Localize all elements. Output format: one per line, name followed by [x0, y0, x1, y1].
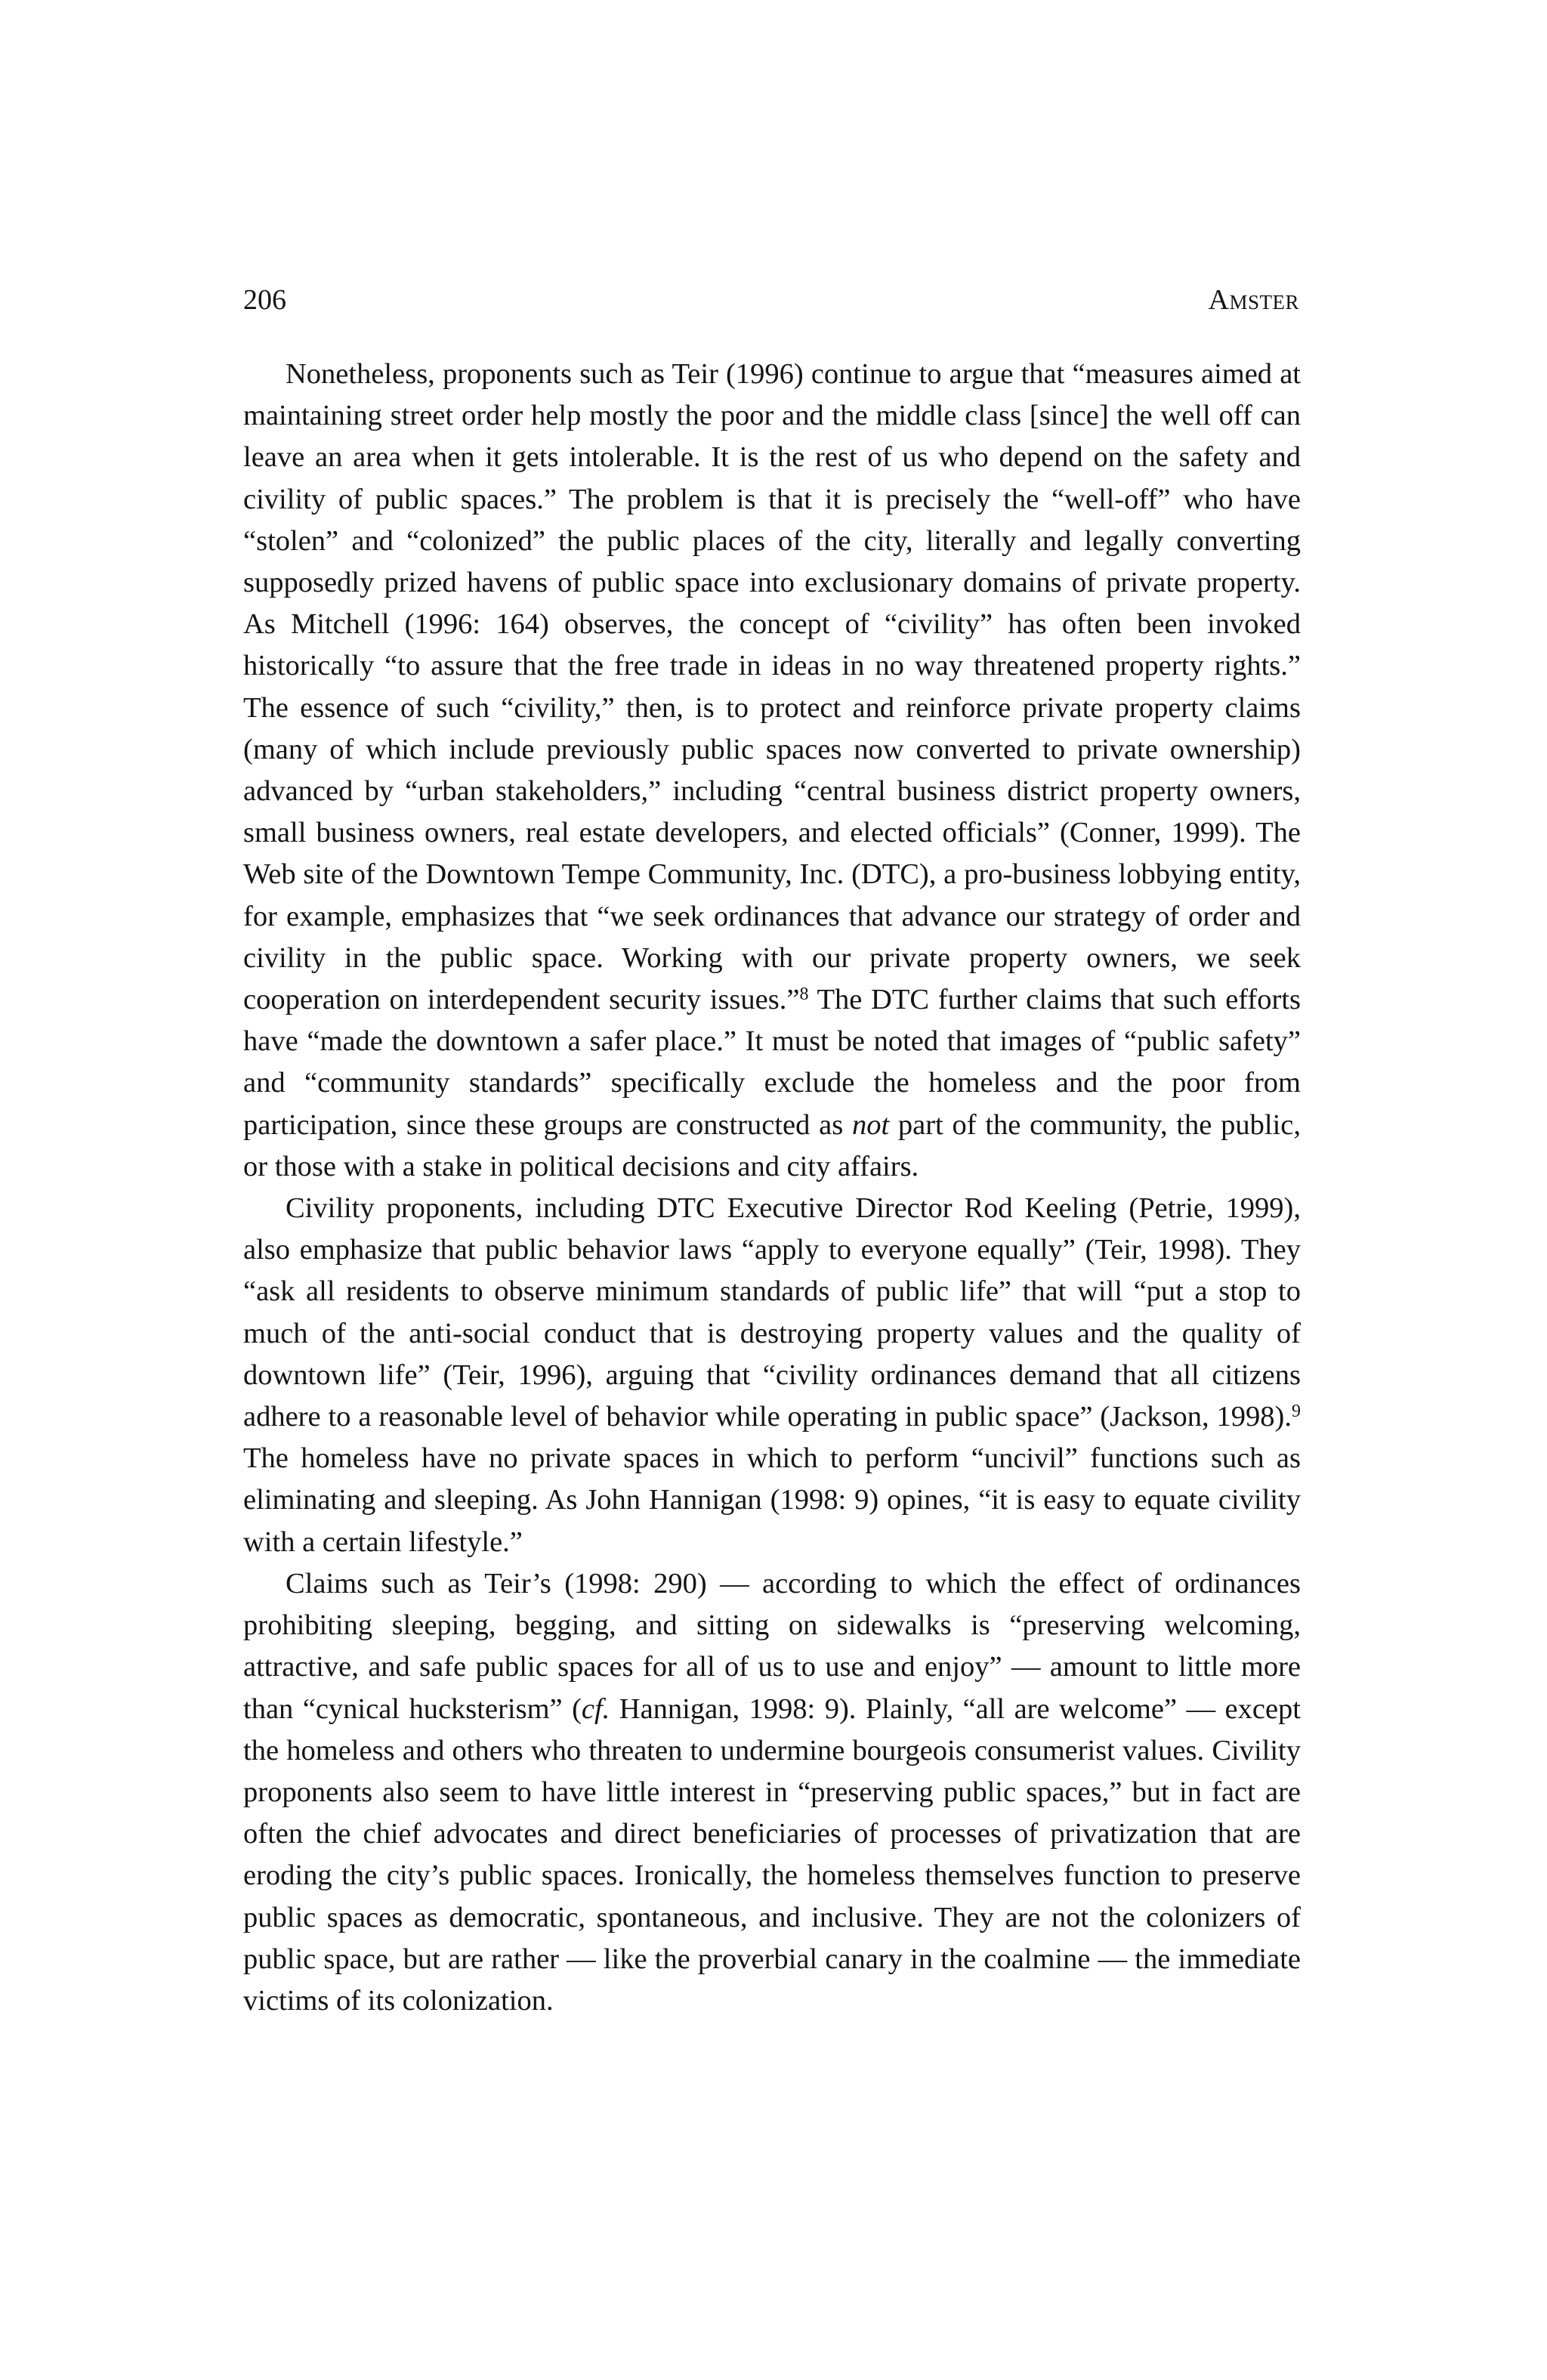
- paragraph-2: [243, 1188, 1301, 1563]
- text-segment: The homeless have no private spaces in which to perform “uncivil” functions such as eliminating and sleeping. As John Hannigan (1998: 9) opines, “it is easy to equate civility with a certain lifestyle.”: [243, 1442, 1301, 1558]
- footnote-ref-8: 8: [799, 984, 809, 1005]
- page-number: 206: [243, 284, 286, 316]
- body-text: [243, 354, 1301, 2022]
- text-segment: Nonetheless, proponents such as Teir (1996) continue to argue that “measures aimed at maintaining street order help mostly the poor and the middle class [since] the well off can leave an area when it gets intolerable. It is the rest of us who depend on the safety and civility of public spaces.” The problem is that it is precisely the “well-off” who have “stolen” and “colonized” the public places of the city, literally and legally converting supposedly prized havens of public space into exclusionary domains of private property. As Mitchell (1996: 164) observes, the concept of “civility” has often been invoked historically “to assure that the free trade in ideas in no way threatened property rights.” The essence of such “civility,” then, is to protect and reinforce private property claims (many of which include previously public spaces now converted to private ownership) advanced by “urban stakeholders,” including “central business district property owners, small business owners, real estate developers, and elected officials” (Conner, 1999). The Web site of the Downtown Tempe Community, Inc. (DTC), a pro-business lobbying entity, for example, emphasizes that “we seek ordinances that advance our strategy of order and civility in the public space. Working with our private property owners, we seek cooperation on interdependent security issues.”: [243, 358, 1301, 1016]
- paragraph-1: [243, 354, 1301, 1188]
- emphasis: cf.: [581, 1692, 610, 1725]
- paragraph-3: [243, 1563, 1301, 2022]
- author-name: Amster: [1208, 284, 1299, 316]
- running-head: [243, 281, 1299, 319]
- text-segment: Civility proponents, including DTC Executive Director Rod Keeling (Petrie, 1999), also emphasize that public behavior laws “apply to everyone equally” (Teir, 1998). They “ask all residents to observe minimum standards of public life” that will “put a stop to much of the anti-social conduct that is destroying property values and the quality of downtown life” (Teir, 1996), arguing that “civility ordinances demand that all citizens adhere to a reasonable level of behavior while operating in public space” (Jackson, 1998).: [243, 1192, 1301, 1433]
- emphasis: not: [851, 1108, 890, 1141]
- text-segment: Claims such as Teir’s (1998: 290) — according to which the effect of ordinances prohibiting sleeping, begging, and sitting on sidewalks is “preserving welcoming, attractive, and safe public spaces for all of us to use and enjoy” — amount to little more than “cynical hucksterism” (: [243, 1567, 1301, 1725]
- footnote-ref-9: 9: [1292, 1402, 1301, 1422]
- text-segment: The DTC further claims that such efforts have “made the downtown a safer place.” It must be noted that images of “public safety” and “community standards” specifically exclude the homeless and the poor from participation, since these groups are constructed as: [243, 984, 1301, 1141]
- text-segment: part of the community, the public, or those with a stake in political decisions and city affairs.: [243, 1108, 1301, 1182]
- text-segment: Hannigan, 1998: 9). Plainly, “all are welcome” — except the homeless and others who threaten to undermine bourgeois consumerist values. Civility proponents also seem to have little interest in “preserving public spaces,” but in fact are often the chief advocates and direct beneficiaries of processes of privatization that are eroding the city’s public spaces. Ironically, the homeless themselves function to preserve public spaces as democratic, spontaneous, and inclusive. They are not the colonizers of public space, but are rather — like the proverbial canary in the coalmine — the immediate victims of its colonization.: [243, 1692, 1301, 2017]
